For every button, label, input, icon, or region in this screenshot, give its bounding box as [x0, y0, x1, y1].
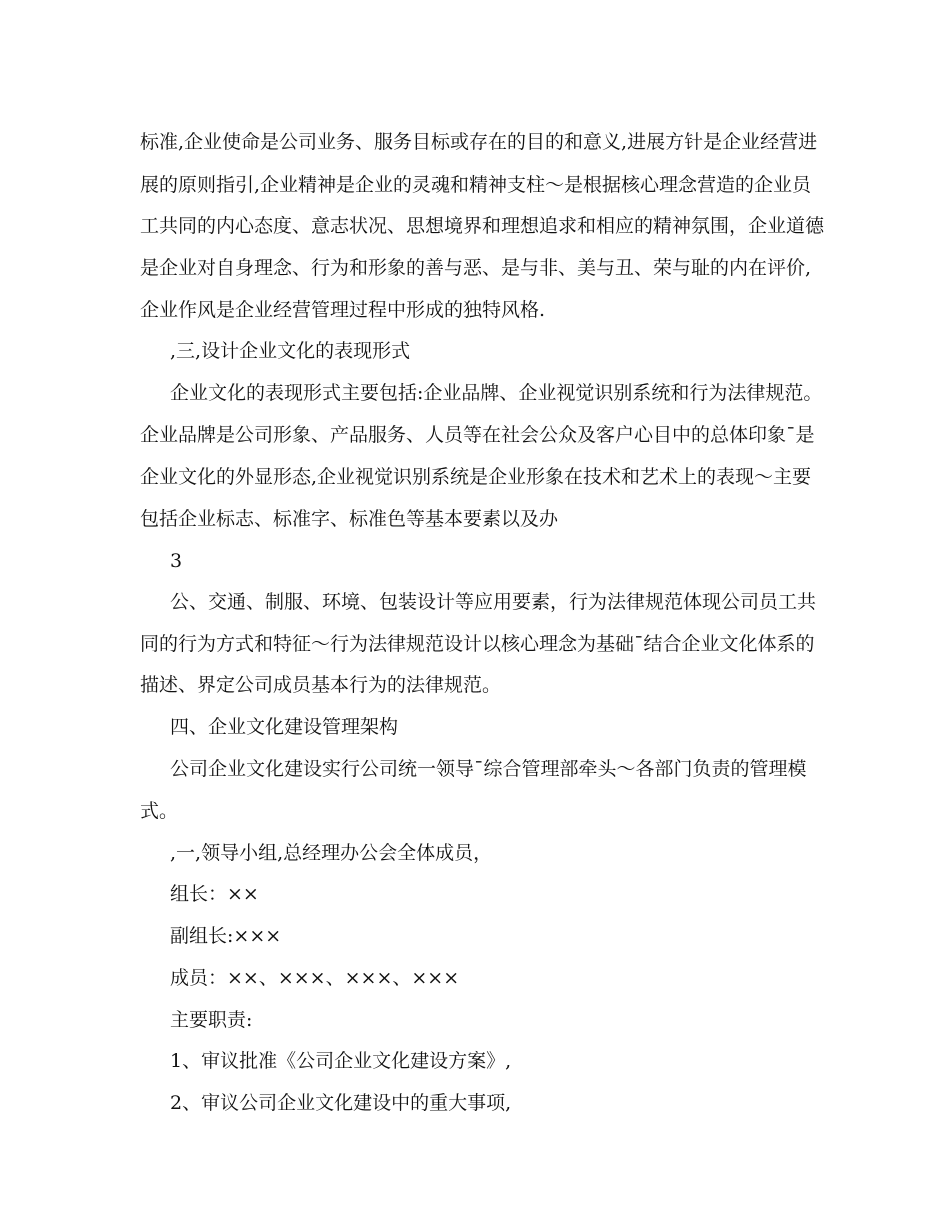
body-text-line: 企业品牌是公司形象、产品服务、人员等在社会公众及客户心目中的总体印象ˉ是	[140, 424, 815, 446]
body-text-line: 是企业对自身理念、行为和形象的善与恶、是与非、美与丑、荣与耻的内在评价,	[140, 257, 812, 279]
body-text-line: 标准,企业使命是公司业务、服务目标或存在的目的和意义,进展方针是企业经营进	[140, 131, 818, 153]
body-text-line: 包括企业标志、标准字、标准色等基本要素以及办	[140, 508, 559, 530]
subsection-heading: ,一,领导小组,总经理办公会全体成员，	[170, 842, 493, 864]
body-text-line: 式。	[140, 800, 179, 822]
body-text-line: 副组长:×××	[170, 925, 282, 947]
body-text-line: 展的原则指引,企业精神是企业的灵魂和精神支柱～是根据核心理念营造的企业员	[140, 174, 812, 196]
body-text-line: 成员：××、×××、×××、×××	[170, 967, 460, 989]
body-text-line: 工共同的内心态度、意志状况、思想境界和理想追求和相应的精神氛围，企业道德	[140, 215, 825, 237]
body-text-line: 公司企业文化建设实行公司统一领导ˉ综合管理部牵头～各部门负责的管理模	[170, 758, 807, 780]
body-text-line: 企业文化的表现形式主要包括:企业品牌、企业视觉识别系统和行为法律规范。	[170, 382, 823, 404]
section-heading: ,三,设计企业文化的表现形式	[170, 340, 411, 362]
list-item: 1、审议批准《公司企业文化建设方案》,	[170, 1050, 512, 1072]
section-heading: 四、企业文化建设管理架构	[170, 716, 399, 738]
page-number: 3	[170, 550, 183, 572]
body-text-line: 公、交通、制服、环境、包装设计等应用要素，行为法律规范体现公司员工共	[170, 591, 817, 613]
body-text-line: 组长：××	[170, 883, 259, 905]
body-text-line: 同的行为方式和特征～行为法律规范设计以核心理念为基础ˉ结合企业文化体系的	[140, 633, 815, 655]
body-text-line: 描述、界定公司成员基本行为的法律规范。	[140, 674, 502, 696]
body-text-line: 企业作风是企业经营管理过程中形成的独特风格.	[140, 299, 546, 321]
body-text-line: 主要职责:	[170, 1009, 253, 1031]
list-item: 2、审议公司企业文化建设中的重大事项,	[170, 1092, 512, 1114]
body-text-line: 企业文化的外显形态,企业视觉识别系统是企业形象在技术和艺术上的表现～主要	[140, 466, 812, 488]
